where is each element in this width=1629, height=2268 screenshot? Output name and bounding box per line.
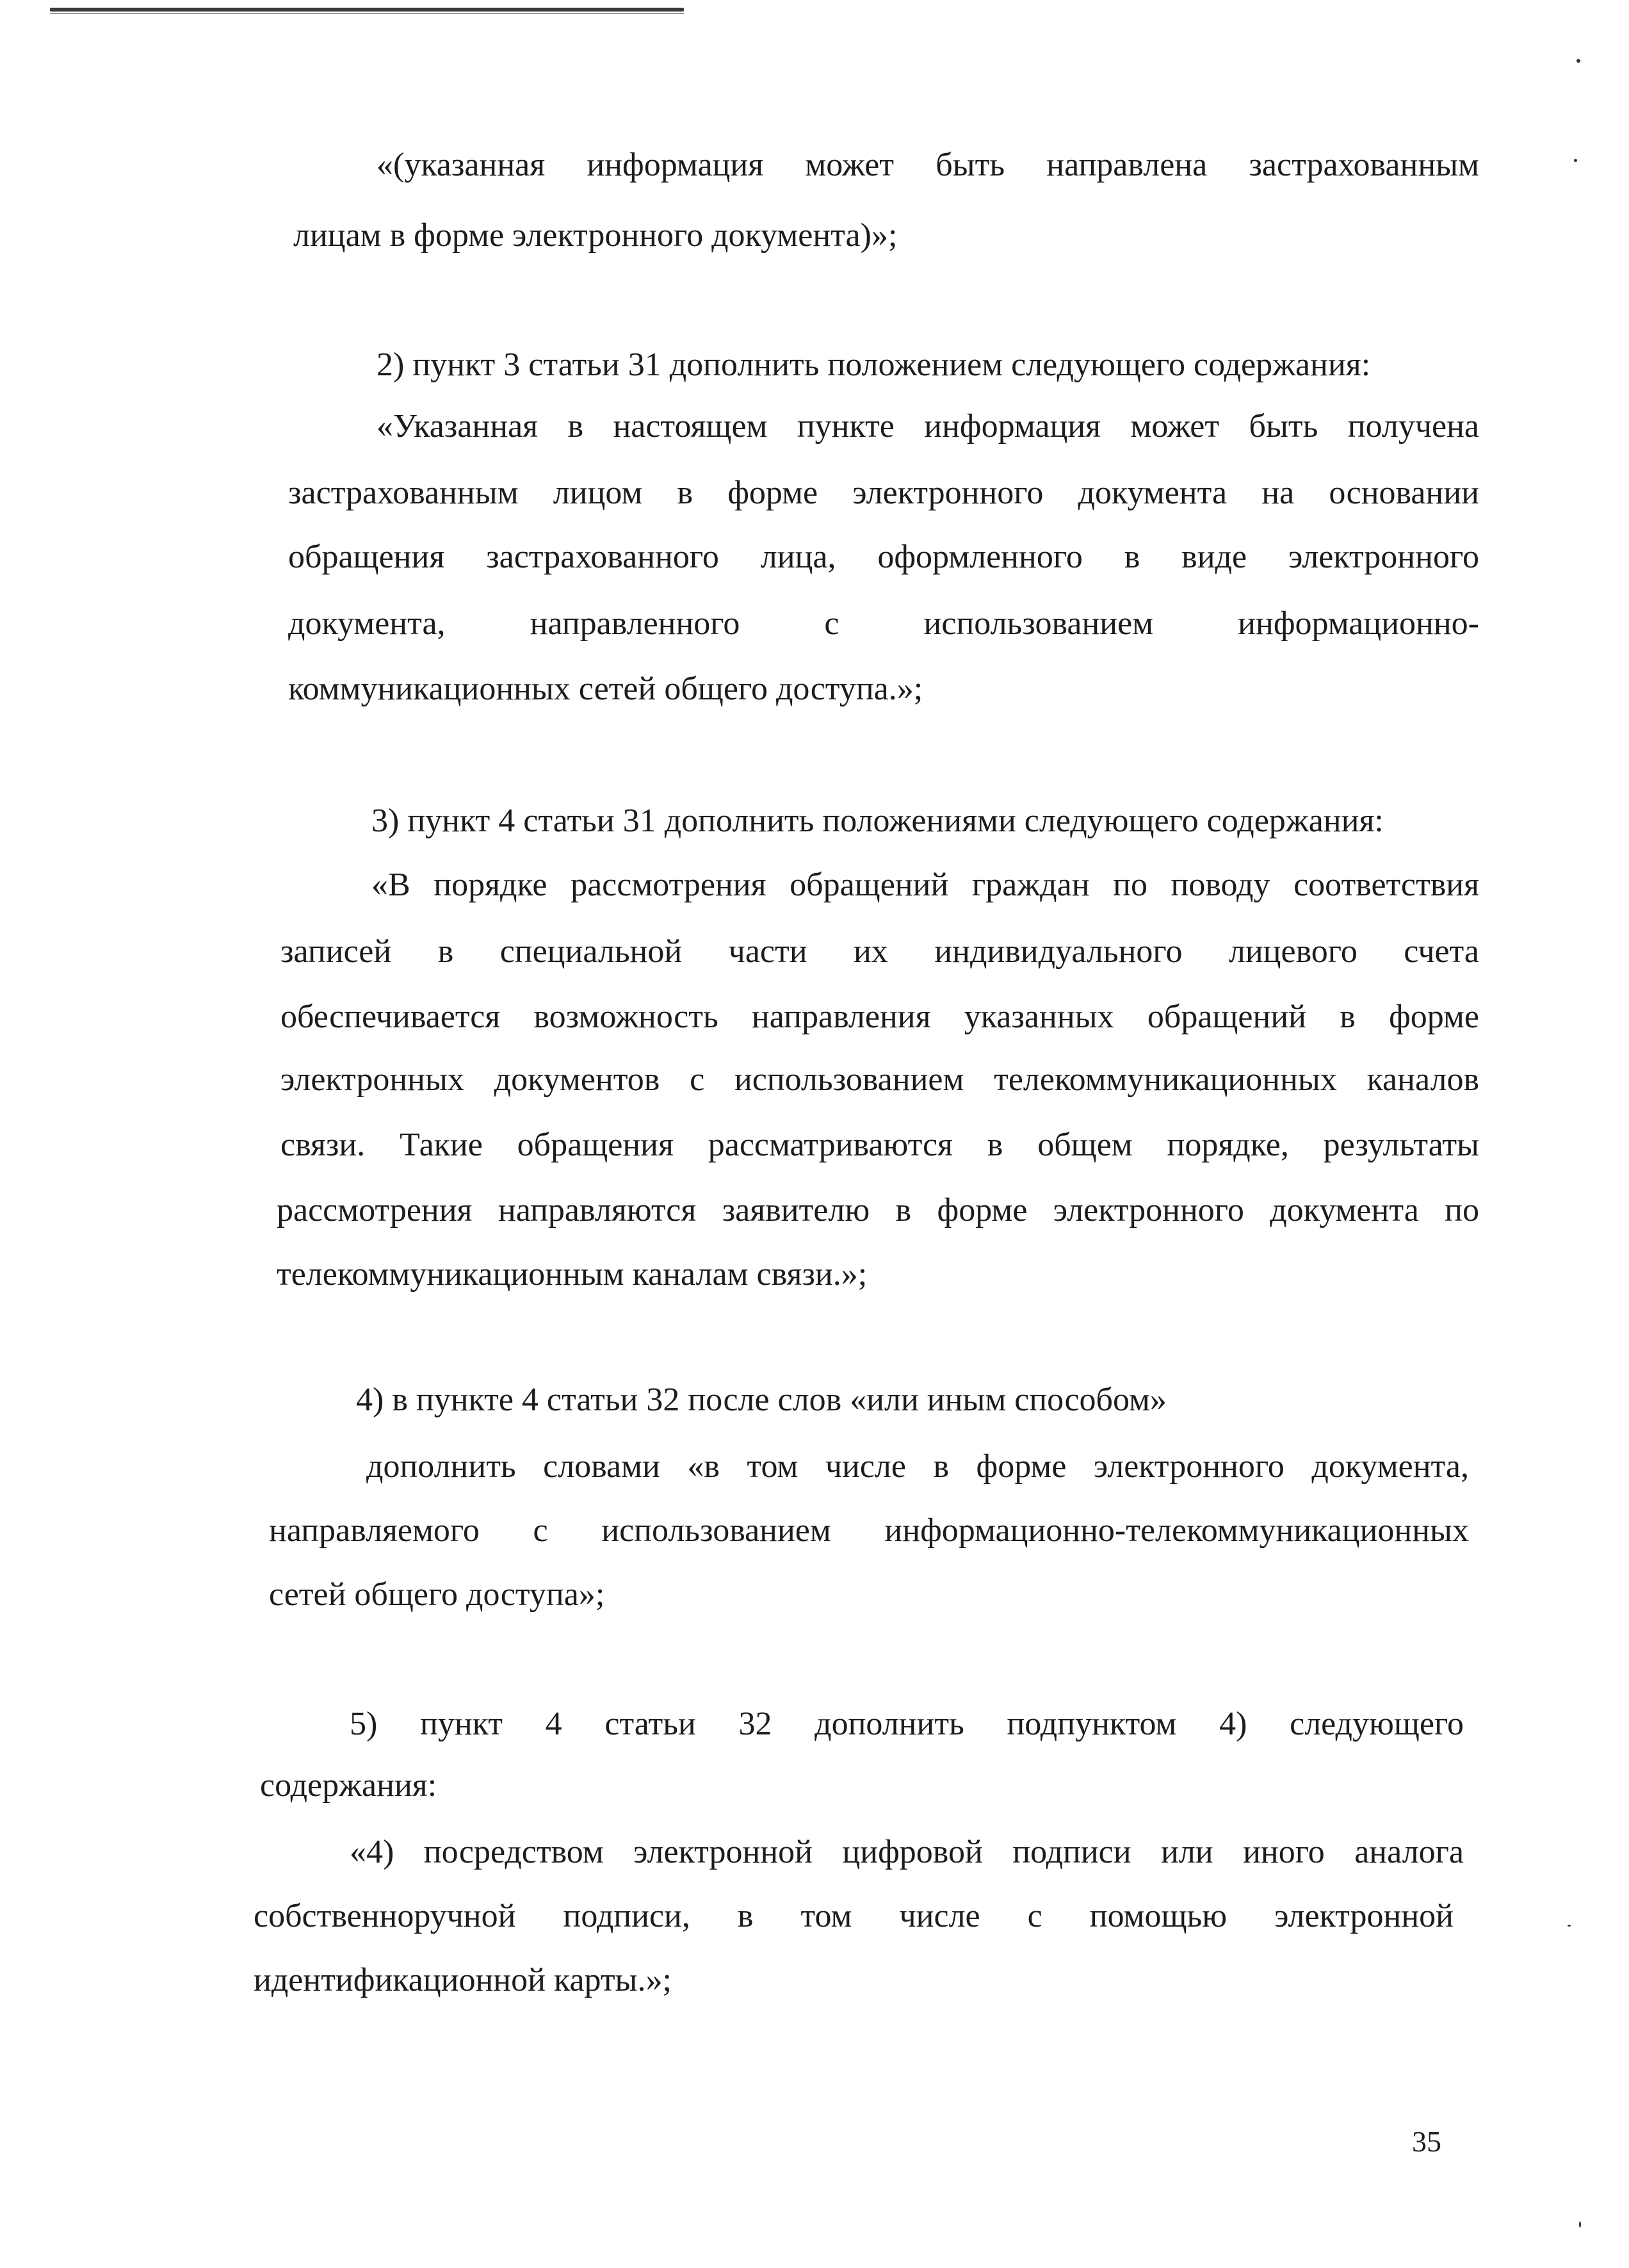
- scan-edge-line: [50, 13, 684, 14]
- text-line: лицам в форме электронного документа)»;: [293, 217, 898, 254]
- text-line: содержания:: [260, 1767, 437, 1804]
- scan-speck: [1568, 1925, 1571, 1927]
- text-line: 5) пункт 4 статьи 32 дополнить подпунктом 4) следующего: [350, 1706, 1464, 1742]
- text-line: застрахованным лицом в форме электронного документа на основании: [288, 475, 1479, 511]
- text-line: «4) посредством электронной цифровой подписи или иного аналога: [350, 1834, 1464, 1870]
- text-line: 3) пункт 4 статьи 31 дополнить положениями следующего содержания:: [371, 803, 1384, 839]
- text-line: обращения застрахованного лица, оформленного в виде электронного: [288, 539, 1479, 575]
- scan-speck: [1579, 2221, 1581, 2228]
- text-line: коммуникационных сетей общего доступа.»;: [288, 671, 923, 707]
- text-line: «В порядке рассмотрения обращений граждан по поводу соответствия: [371, 867, 1479, 903]
- text-line: телекоммуникационным каналам связи.»;: [277, 1256, 868, 1293]
- text-line: 4) в пункте 4 статьи 32 после слов «или иным способом»: [356, 1382, 1167, 1418]
- scan-edge-bar: [50, 8, 684, 12]
- text-line: «(указанная информация может быть направлена застрахованным: [377, 147, 1479, 183]
- text-line: электронных документов с использованием телекоммуникационных каналов: [280, 1061, 1479, 1098]
- text-line: дополнить словами «в том числе в форме электронного документа,: [366, 1448, 1469, 1485]
- text-line: записей в специальной части их индивидуального лицевого счета: [280, 933, 1479, 970]
- text-line: обеспечивается возможность направления указанных обращений в форме: [280, 999, 1479, 1035]
- text-line: направляемого с использованием информационно-телекоммуникационных: [269, 1512, 1469, 1549]
- text-line: сетей общего доступа»;: [269, 1576, 605, 1613]
- text-line: документа, направленного с использованием информационно-: [288, 605, 1479, 642]
- scan-speck: [1574, 159, 1577, 162]
- text-line: «Указанная в настоящем пункте информация может быть получена: [377, 408, 1479, 445]
- text-line: связи. Такие обращения рассматриваются в общем порядке, результаты: [280, 1127, 1479, 1163]
- text-line: идентификационной карты.»;: [254, 1962, 672, 1998]
- text-line: собственноручной подписи, в том числе с помощью электронной: [254, 1898, 1454, 1934]
- text-line: 2) пункт 3 статьи 31 дополнить положением следующего содержания:: [377, 347, 1371, 383]
- page-number: 35: [1412, 2125, 1441, 2158]
- scan-speck: [1576, 59, 1580, 63]
- text-line: рассмотрения направляются заявителю в форме электронного документа по: [277, 1192, 1479, 1228]
